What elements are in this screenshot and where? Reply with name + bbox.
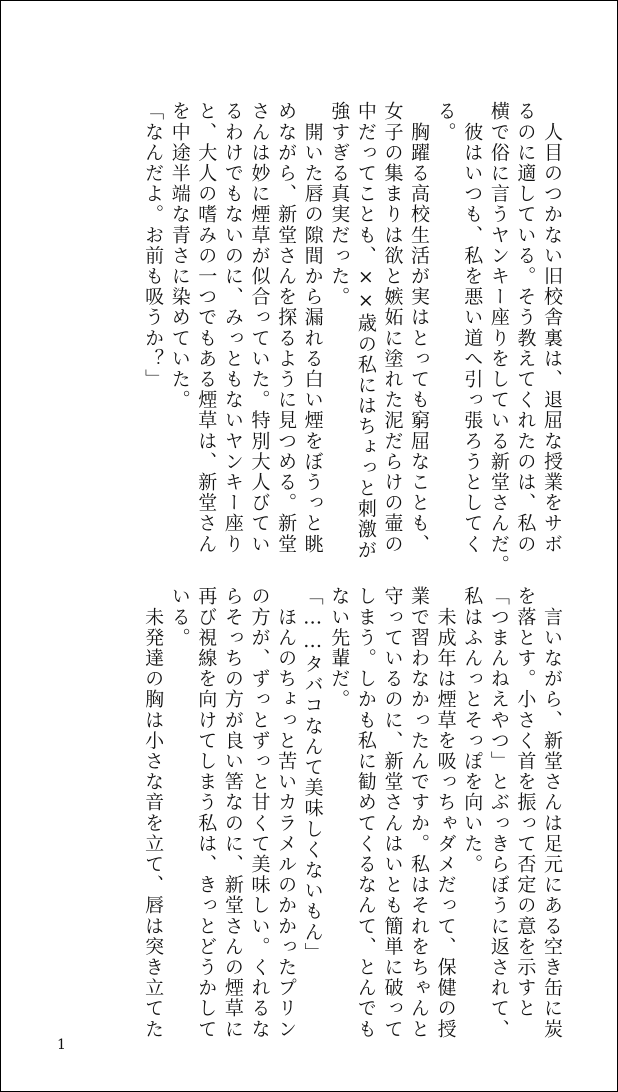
text-line: るのに適している。そう教えてくれたのは、私の <box>514 101 537 555</box>
text-line: る。 <box>434 101 457 143</box>
text-block-top <box>65 101 565 575</box>
text-block-bottom <box>65 586 565 1040</box>
page-number: 1 <box>57 1037 66 1053</box>
text-line: 「つまんねえやつ」とぶっきらぼうに返されて、 <box>487 586 510 1040</box>
text-line: 私はふんっとそっぽを向いた。 <box>461 586 484 875</box>
text-line: を中途半端な青さに染めていた。 <box>168 101 191 410</box>
text-line: 「……タバコなんて美味しくないもん」 <box>301 586 324 963</box>
text-line: 胸躍る高校生活が実はとっても窮屈なことも、 <box>408 101 431 555</box>
text-line: の方が、ずっとずっと甘くて美味しい。くれるな <box>248 586 271 1040</box>
text-line: しまう。しかも私に勧めてくるなんて、とんでも <box>354 586 377 1040</box>
text-line: 強すぎる真実だった。 <box>328 101 351 307</box>
text-line: を落とす。小さく首を振って否定の意を示すと <box>514 586 537 1019</box>
text-line: 「なんだよ。お前も吸うか？」 <box>142 101 165 390</box>
text-line: ない先輩だ。 <box>328 586 351 710</box>
text-line: 人目のつかない旧校舎裏は、退屈な授業をサボ <box>541 101 563 555</box>
text-line: 守っているのに、新堂さんはいとも簡単に破って <box>381 586 404 1040</box>
text-line: ほんのちょっと苦いカラメルのかかったプリン <box>275 586 298 1040</box>
text-line: 業で習わなかったんですか。私はそれをちゃんと <box>408 586 431 1040</box>
text-line: いる。 <box>168 586 191 648</box>
text-line: 彼はいつも、私を悪い道へ引っ張ろうとしてく <box>461 101 484 555</box>
text-line: らそっちの方が良い筈なのに、新堂さんの煙草に <box>221 586 244 1040</box>
text-line: 中だってことも、××歳の私にはちょっと刺激が <box>354 101 377 561</box>
text-line: るわけでもないのに、みっともないヤンキー座り <box>221 101 244 555</box>
text-line: 未成年は煙草を吸っちゃダメだって、保健の授 <box>434 586 457 1040</box>
text-line: 未発達の胸は小さな音を立て、唇は突き立てた <box>142 586 165 1040</box>
text-line: 再び視線を向けてしまう私は、きっとどうかして <box>195 586 218 1040</box>
text-line: 横で俗に言うヤンキー座りをしている新堂さんだ。 <box>487 101 510 575</box>
text-line: さんは妙に煙草が似合っていた。特別大人びてい <box>248 101 271 555</box>
text-line: 開いた唇の隙間から漏れる白い煙をぼうっと眺 <box>301 101 324 555</box>
text-line: 女子の集まりは欲と嫉妬に塗れた泥だらけの壷の <box>381 101 404 555</box>
text-line: めながら、新堂さんを探るように見つめる。新堂 <box>275 101 298 555</box>
text-line: 言いながら、新堂さんは足元にある空き缶に炭 <box>541 586 563 1040</box>
text-line: と、大人の嗜みの一つでもある煙草は、新堂さん <box>195 101 218 555</box>
